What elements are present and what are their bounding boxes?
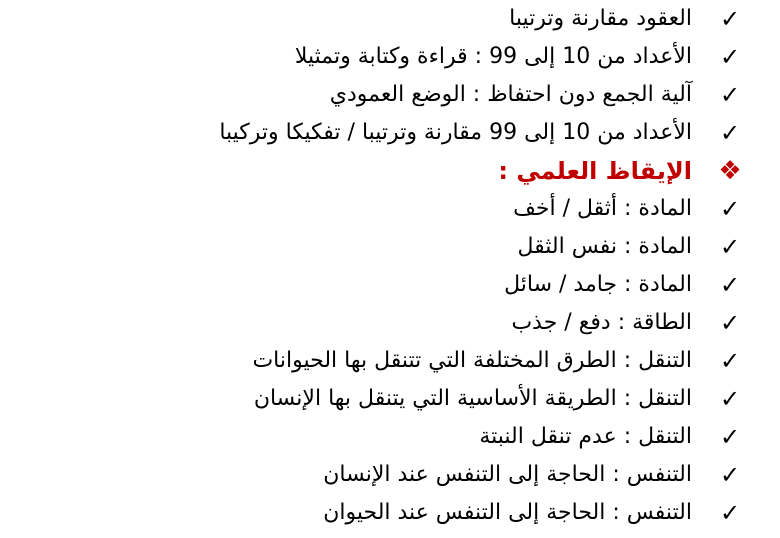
check-mark-icon: ✓	[719, 461, 741, 489]
list-item-text: المادة : نفس الثقل	[517, 234, 692, 259]
check-mark-icon: ✓	[719, 385, 741, 413]
section-title: الإيقاظ العلمي :	[498, 157, 692, 185]
list-item	[252, 342, 741, 380]
check-mark-icon: ✓	[719, 81, 741, 109]
list-item-text: الأعداد من 10 إلى 99 : قراءة وكتابة وتمثيلا	[294, 44, 692, 69]
check-mark-icon: ✓	[719, 233, 741, 261]
check-mark-icon: ✓	[719, 195, 741, 223]
list-item	[511, 304, 741, 342]
list-item-text: التنقل : عدم تنقل النبتة	[479, 424, 692, 449]
list-item-text: الأعداد من 10 إلى 99 مقارنة وترتيبا / تفكيكا وتركيبا	[219, 120, 692, 145]
list-item-text: المادة : أثقل / أخف	[513, 196, 692, 221]
section-heading	[498, 152, 742, 190]
list-item	[294, 38, 741, 76]
list-item-text: المادة : جامد / سائل	[504, 272, 692, 297]
check-mark-icon: ✓	[719, 271, 741, 299]
list-item-text: التنقل : الطرق المختلفة التي تتنقل بها الحيوانات	[252, 348, 692, 373]
check-mark-icon: ✓	[719, 347, 741, 375]
list-item-text: العقود مقارنة وترتيبا	[509, 6, 692, 31]
list-item	[517, 228, 741, 266]
four-diamond-bullet-icon: ❖	[718, 156, 742, 186]
list-item-text: التنفس : الحاجة إلى التنفس عند الحيوان	[323, 500, 692, 525]
check-mark-icon: ✓	[719, 499, 741, 527]
list-item-text: التنفس : الحاجة إلى التنفس عند الإنسان	[323, 462, 692, 487]
list-item	[253, 380, 741, 418]
list-item-text: التنقل : الطريقة الأساسية التي يتنقل بها الإنسان	[253, 386, 692, 411]
check-mark-icon: ✓	[719, 5, 741, 33]
check-mark-icon: ✓	[719, 119, 741, 147]
list-item-text: آلية الجمع دون احتفاظ : الوضع العمودي	[329, 82, 692, 107]
check-mark-icon: ✓	[719, 423, 741, 451]
check-mark-icon: ✓	[719, 309, 741, 337]
list-item	[504, 266, 741, 304]
check-mark-icon: ✓	[719, 43, 741, 71]
list-item	[479, 418, 741, 456]
list-item	[323, 456, 741, 494]
list-item-text: الطاقة : دفع / جذب	[511, 310, 692, 335]
list-item	[219, 114, 741, 152]
list-item	[513, 190, 741, 228]
list-item	[329, 76, 741, 114]
list-item	[509, 0, 741, 38]
